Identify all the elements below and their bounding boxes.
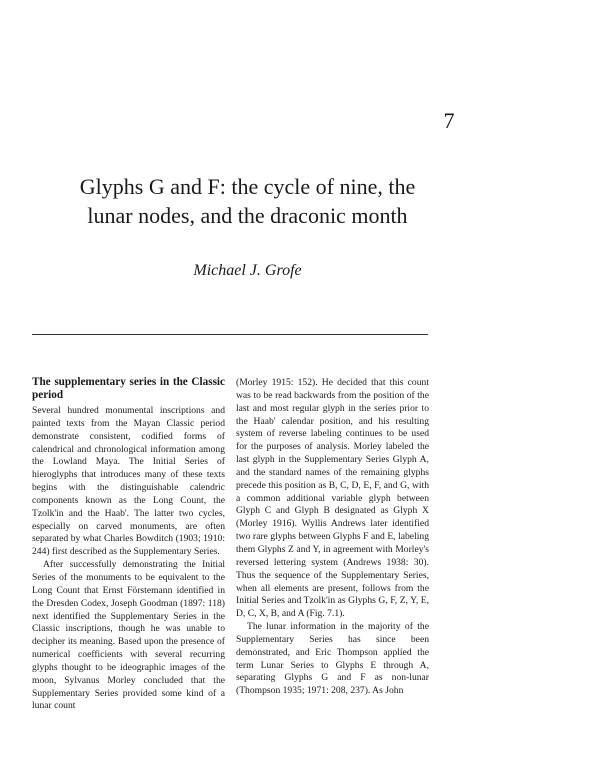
left-column: [32, 376, 225, 713]
body-paragraph: After successfully demonstrating the Initial Series of the monuments to be equivalent to the Long Count that Ernst Förstemann identified in the Dresden Codex, Joseph Goodman (1897: 118) next identified the Supplementary Series in the Classic inscriptions, though he was unable to decipher its meaning. Based upon the presence of numerical coefficients with several recurring glyphs thought to be ideographic images of the moon, Sylvanus Morley concluded that the Supplementary Series provided some kind of a lunar count: [32, 559, 225, 712]
body-paragraph: Several hundred monumental inscriptions and painted texts from the Mayan Classic period demonstrate consistent, codified forms of calendrical and chronological information among the Lowland Maya. The Initial Series of hieroglyphs that introduces many of these texts begins with the distinguishable calendric components known as the Long Count, the Tzolk'in and the Haab'. The latter two cycles, especially on carved monuments, are often separated by what Charles Bowditch (1903; 1910: 244) first described as the Supplementary Series.: [32, 405, 225, 558]
chapter-title: [40, 172, 455, 230]
body-paragraph: The lunar information in the majority of the Supplementary Series has since been demonstrated, and Eric Thompson applied the term Lunar Series to Glyphs E through A, separating Glyphs G and F as non-lunar (Thompson 1935; 1971: 208, 237). As John: [236, 621, 429, 697]
author-name: Michael J. Grofe: [193, 262, 302, 279]
chapter-title-line-1: Glyphs G and F: the cycle of nine, the: [79, 174, 416, 199]
chapter-title-line-2: lunar nodes, and the draconic month: [87, 203, 408, 228]
right-column: [236, 377, 429, 698]
body-paragraph: (Morley 1915: 152). He decided that this count was to be read backwards from the position of the last and most regular glyph in the series prior to the Haab' calendar position, and his resulting system of reverse labeling continues to be used for the purposes of analysis. Morley labeled the last glyph in the Supplementary Series Glyph A, and the standard names of the remaining glyphs precede this position as B, C, D, E, F, and G, with a common additional variable glyph between Glyph C and Glyph B designated as Glyph X (Morley 1916). Wyllis Andrews later identified two rare glyphs between Glyphs F and E, labeling them Glyphs Z and Y, in agreement with Morley's reversed lettering system (Andrews 1938: 30). Thus the sequence of the Supplementary Series, when all elements are present, follows from the Initial Series and Tzolk'in as Glyphs G, F, Z, Y, E, D, C, X, B, and A (Fig. 7.1).: [236, 377, 429, 620]
chapter-number: 7: [443, 108, 455, 133]
title-divider: [32, 334, 428, 335]
section-heading: The supplementary series in the Classic period: [32, 376, 225, 401]
